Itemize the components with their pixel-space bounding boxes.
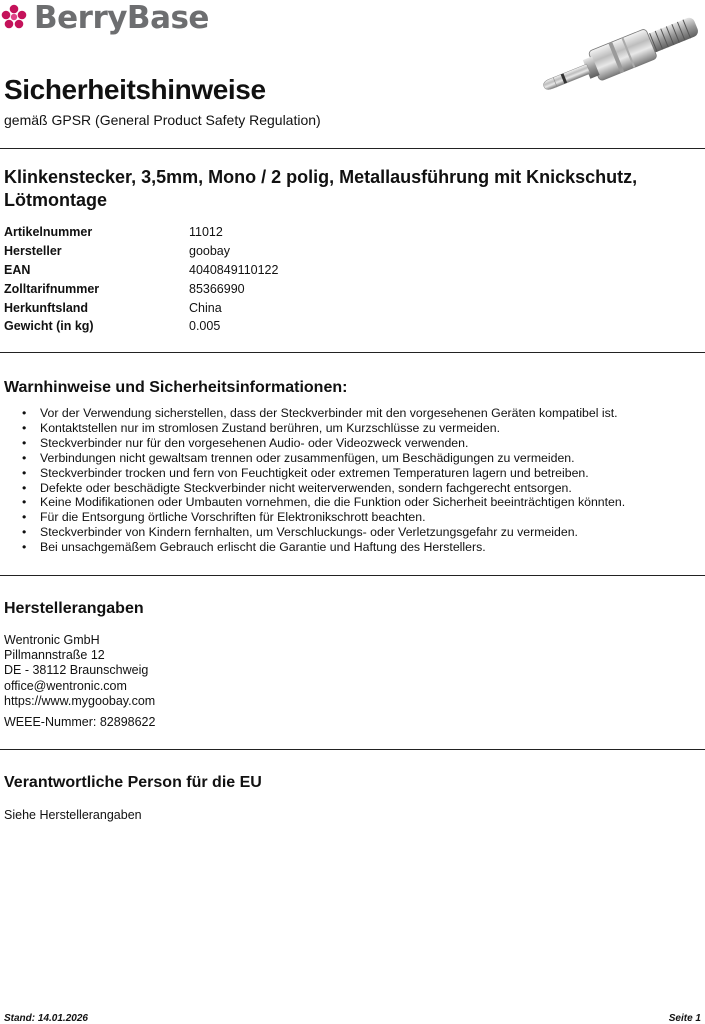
list-item [4,540,704,555]
brand-logo [0,0,209,36]
spec-row [4,242,278,261]
list-item [4,481,704,496]
list-item [4,495,704,510]
warning-text: Bei unsachgemäßem Gebrauch erlischt die Garantie und Haftung des Herstellers. [40,540,486,555]
manufacturer-title: Herstellerangaben [4,600,144,617]
spec-row [4,261,278,280]
warning-text: Für die Entsorgung örtliche Vorschriften für Elektronikschrott beachten. [40,510,426,525]
footer-date: Stand: 14.01.2026 [4,1013,88,1024]
spec-value: goobay [189,244,231,259]
warning-text: Kontaktstellen nur im stromlosen Zustand berühren, um Kurzschlüsse zu vermeiden. [40,420,500,435]
list-item [4,525,704,540]
spec-value: 0.005 [189,319,221,334]
eu-responsible-text: Siehe Herstellerangaben [4,808,142,822]
warning-text: Vor der Verwendung sicherstellen, dass der Steckverbinder mit den vorgesehenen Geräten kompatibel ist. [40,406,618,420]
manufacturer-address [4,633,155,709]
spec-label: Herkunftsland [4,300,89,315]
list-item [4,421,704,436]
spec-label: Zolltarifnummer [4,281,100,296]
email: office@wentronic.com [4,678,127,693]
audio-jack-plug-icon [530,0,705,105]
spec-row [4,298,278,317]
divider [0,575,705,576]
bullet-icon: • [22,495,27,510]
list-item [4,406,704,421]
weee-number: WEEE-Nummer: 82898622 [4,715,156,729]
spec-row [4,279,278,298]
product-spec-table [4,223,278,336]
spec-value: China [189,300,222,315]
warnings-list [4,406,704,555]
bullet-icon: • [22,480,27,495]
spec-value: 85366990 [189,281,245,296]
list-item [4,451,704,466]
spec-row [4,223,278,242]
warning-text: Defekte oder beschädigte Steckverbinder nicht weiterverwenden, sondern fachgerecht entsorgen. [40,480,572,495]
spec-label: Hersteller [4,244,62,259]
bullet-icon: • [22,540,27,555]
bullet-icon: • [22,420,27,435]
divider [0,148,705,149]
warning-text: Steckverbinder trocken und fern von Feuchtigkeit oder extremen Temperaturen lagern und betreiben. [40,465,589,480]
spec-label: EAN [4,262,31,277]
list-item [4,436,704,451]
spec-row [4,317,278,336]
warning-text: Verbindungen nicht gewaltsam trennen oder zusammenfügen, um Beschädigungen zu vermeiden. [40,450,575,465]
footer-page-number: Seite 1 [668,1013,701,1024]
warning-text: Steckverbinder von Kindern fernhalten, um Verschluckungs- oder Verletzungsgefahr zu vermeiden. [40,525,578,540]
warnings-title: Warnhinweise und Sicherheitsinformationen: [4,379,348,396]
bullet-icon: • [22,450,27,465]
bullet-icon: • [22,525,27,540]
spec-value: 4040849110122 [189,262,279,277]
berry-logo-icon [0,4,28,32]
spec-value: 11012 [189,225,223,240]
warning-text: Steckverbinder nur für den vorgesehenen Audio- oder Videozweck verwenden. [40,435,469,450]
spec-label: Artikelnummer [4,225,93,240]
product-title: Klinkenstecker, 3,5mm, Mono / 2 polig, Metallausführung mit Knickschutz, Lötmontage [4,167,638,210]
street: Pillmannstraße 12 [4,648,105,663]
spec-label: Gewicht (in kg) [4,319,94,334]
bullet-icon: • [22,510,27,525]
page-subtitle: gemäß GPSR (General Product Safety Regulation) [4,112,321,128]
company-name: Wentronic GmbH [4,633,100,647]
page-title: Sicherheitshinweise [4,74,266,105]
eu-responsible-title: Verantwortliche Person für die EU [4,774,262,791]
website: https://www.mygoobay.com [4,693,156,708]
bullet-icon: • [22,406,27,420]
city: DE - 38112 Braunschweig [4,663,149,678]
brand-name: BerryBase [34,0,209,36]
warning-text: Keine Modifikationen oder Umbauten vornehmen, die die Funktion oder Sicherheit beeinträchtigen könnten. [40,495,626,510]
list-item [4,466,704,481]
divider [0,352,705,353]
bullet-icon: • [22,435,27,450]
bullet-icon: • [22,465,27,480]
divider [0,749,705,750]
list-item [4,510,704,525]
